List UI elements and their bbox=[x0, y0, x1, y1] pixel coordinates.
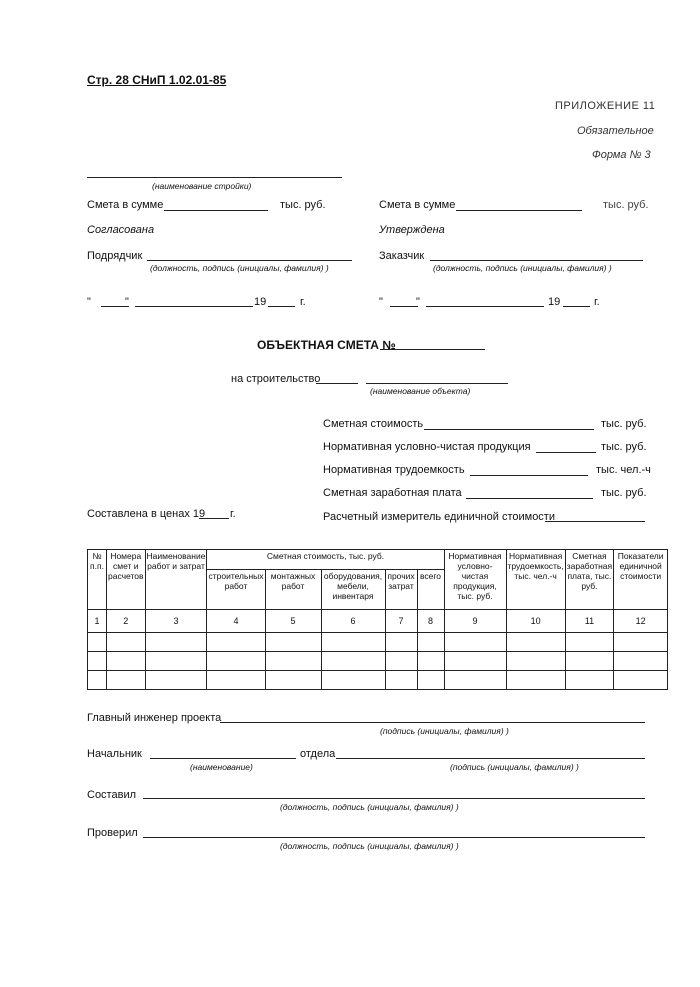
summary-unit-labor: тыс. чел.-ч bbox=[596, 464, 651, 476]
prices-suffix: г. bbox=[230, 508, 236, 520]
appendix-label: ПРИЛОЖЕНИЕ 11 bbox=[555, 100, 656, 112]
form-number: Форма № 3 bbox=[592, 149, 651, 161]
header-work-names: Наименование работ и затрат bbox=[145, 550, 207, 610]
table-cell[interactable] bbox=[417, 652, 444, 671]
summary-field-net-product[interactable] bbox=[536, 452, 596, 453]
table-cell[interactable] bbox=[107, 633, 146, 652]
compiled-caption: (должность, подпись (инициалы, фамилия) ) bbox=[280, 802, 459, 812]
summary-label-unit-cost: Расчетный измеритель единичной стоимости bbox=[323, 511, 555, 523]
header-installation: монтажных работ bbox=[265, 570, 321, 610]
right-date-year-field[interactable] bbox=[563, 306, 590, 307]
table-cell[interactable] bbox=[444, 671, 506, 690]
left-date-month-field[interactable] bbox=[135, 306, 253, 307]
prices-year-field[interactable] bbox=[199, 518, 229, 519]
customer-caption: (должность, подпись (инициалы, фамилия) ) bbox=[433, 263, 612, 273]
right-date-year: 19 bbox=[548, 296, 561, 308]
left-date-year-field[interactable] bbox=[268, 306, 295, 307]
column-number: 1 bbox=[88, 610, 107, 633]
contractor-caption: (должность, подпись (инициалы, фамилия) ) bbox=[150, 263, 329, 273]
summary-label-net-product: Нормативная условно-чистая продукция bbox=[323, 441, 531, 453]
table-cell[interactable] bbox=[506, 671, 565, 690]
column-number: 4 bbox=[207, 610, 265, 633]
table-cell[interactable] bbox=[444, 652, 506, 671]
head-name-caption: (наименование) bbox=[190, 762, 253, 772]
head-dept-label: отдела bbox=[300, 748, 336, 760]
table-row[interactable] bbox=[88, 671, 668, 690]
head-sign-caption: (подпись (инициалы, фамилия) ) bbox=[450, 762, 579, 772]
customer-field[interactable] bbox=[430, 260, 643, 261]
summary-field-wages[interactable] bbox=[466, 498, 593, 499]
column-number: 8 bbox=[417, 610, 444, 633]
right-date-day-field[interactable] bbox=[390, 306, 418, 307]
head-sign-field[interactable] bbox=[336, 758, 645, 759]
head-label: Начальник bbox=[87, 748, 142, 760]
summary-unit-wages: тыс. руб. bbox=[601, 487, 647, 499]
header-construction: строительных работ bbox=[207, 570, 265, 610]
table-cell[interactable] bbox=[88, 652, 107, 671]
header-labor: Нормативная трудоемкость, тыс. чел.-ч bbox=[506, 550, 565, 610]
header-net-product: Нормативная условно-чистая продукция, тыс. руб. bbox=[444, 550, 506, 610]
object-field-a[interactable] bbox=[316, 383, 358, 384]
appendix-status: Обязательное bbox=[577, 125, 654, 137]
table-cell[interactable] bbox=[321, 671, 385, 690]
customer-label: Заказчик bbox=[379, 250, 425, 262]
column-number: 7 bbox=[385, 610, 417, 633]
left-estimate-sum-label: Смета в сумме bbox=[87, 199, 164, 211]
left-date-open-quote: " bbox=[87, 296, 91, 308]
table-cell[interactable] bbox=[207, 671, 265, 690]
estimate-table bbox=[87, 549, 668, 690]
summary-field-cost[interactable] bbox=[424, 429, 594, 430]
prices-label: Составлена в ценах 19 bbox=[87, 508, 206, 520]
table-cell[interactable] bbox=[88, 671, 107, 690]
table-cell[interactable] bbox=[321, 633, 385, 652]
right-date-close-quote: " bbox=[416, 296, 420, 308]
summary-label-labor: Нормативная трудоемкость bbox=[323, 464, 465, 476]
table-cell[interactable] bbox=[145, 652, 207, 671]
checked-field[interactable] bbox=[143, 837, 645, 838]
table-cell[interactable] bbox=[444, 633, 506, 652]
object-caption: (наименование объекта) bbox=[370, 386, 471, 396]
column-number: 11 bbox=[565, 610, 613, 633]
column-number: 2 bbox=[107, 610, 146, 633]
construction-caption: (наименование стройки) bbox=[152, 181, 252, 191]
table-cell[interactable] bbox=[321, 652, 385, 671]
contractor-label: Подрядчик bbox=[87, 250, 143, 262]
table-row[interactable] bbox=[88, 633, 668, 652]
table-cell[interactable] bbox=[506, 652, 565, 671]
left-estimate-sum-unit: тыс. руб. bbox=[280, 199, 326, 211]
estimate-number-field[interactable] bbox=[380, 349, 485, 350]
approved-label: Утверждена bbox=[379, 224, 445, 236]
chief-engineer-field[interactable] bbox=[220, 722, 645, 723]
left-date-year: 19 bbox=[254, 296, 267, 308]
page-header: Стр. 28 СНиП 1.02.01-85 bbox=[87, 73, 227, 87]
table-cell[interactable] bbox=[207, 652, 265, 671]
table-cell[interactable] bbox=[207, 633, 265, 652]
object-field-b[interactable] bbox=[366, 383, 508, 384]
table-cell[interactable] bbox=[614, 652, 668, 671]
right-date-open-quote: " bbox=[379, 296, 383, 308]
checked-caption: (должность, подпись (инициалы, фамилия) ) bbox=[280, 841, 459, 851]
table-cell[interactable] bbox=[145, 671, 207, 690]
table-cell[interactable] bbox=[88, 633, 107, 652]
header-wages: Сметная заработная плата, тыс. руб. bbox=[565, 550, 613, 610]
column-number: 9 bbox=[444, 610, 506, 633]
contractor-field[interactable] bbox=[147, 260, 352, 261]
table-cell[interactable] bbox=[265, 671, 321, 690]
checked-label: Проверил bbox=[87, 827, 138, 839]
right-date-suffix: г. bbox=[594, 296, 600, 308]
left-estimate-sum-field[interactable] bbox=[164, 210, 268, 211]
summary-unit-cost: тыс. руб. bbox=[601, 418, 647, 430]
table-cell[interactable] bbox=[107, 671, 146, 690]
column-number: 5 bbox=[265, 610, 321, 633]
header-cost-group: Сметная стоимость, тыс. руб. bbox=[207, 550, 444, 570]
head-dept-name-field[interactable] bbox=[150, 758, 296, 759]
header-other: прочих затрат bbox=[385, 570, 417, 610]
summary-field-unit-cost[interactable] bbox=[545, 521, 645, 522]
table-cell[interactable] bbox=[385, 633, 417, 652]
header-equipment: оборудования, мебели, инвентаря bbox=[321, 570, 385, 610]
construction-name-line[interactable] bbox=[87, 177, 342, 178]
column-number: 6 bbox=[321, 610, 385, 633]
compiled-label: Составил bbox=[87, 789, 137, 801]
column-number: 12 bbox=[614, 610, 668, 633]
doc-title: ОБЪЕКТНАЯ СМЕТА № bbox=[257, 338, 396, 352]
table-cell[interactable] bbox=[614, 671, 668, 690]
summary-label-cost: Сметная стоимость bbox=[323, 418, 424, 430]
table-cell[interactable] bbox=[145, 633, 207, 652]
summary-field-labor[interactable] bbox=[470, 475, 588, 476]
column-number: 3 bbox=[145, 610, 207, 633]
agreed-label: Согласована bbox=[87, 224, 155, 236]
header-total: всего bbox=[417, 570, 444, 610]
right-estimate-sum-label: Смета в сумме bbox=[379, 199, 456, 211]
right-estimate-sum-field[interactable] bbox=[456, 210, 582, 211]
table-row[interactable] bbox=[88, 652, 668, 671]
object-label: на строительство bbox=[231, 373, 321, 385]
table-cell[interactable] bbox=[385, 671, 417, 690]
chief-engineer-label: Главный инженер проекта bbox=[87, 712, 222, 724]
compiled-field[interactable] bbox=[143, 798, 645, 799]
left-date-close-quote: " bbox=[125, 296, 129, 308]
chief-engineer-caption: (подпись (инициалы, фамилия) ) bbox=[380, 726, 509, 736]
table-cell[interactable] bbox=[107, 652, 146, 671]
column-number: 10 bbox=[506, 610, 565, 633]
left-date-suffix: г. bbox=[300, 296, 306, 308]
table-cell[interactable] bbox=[565, 652, 613, 671]
header-unit-cost: Показатели единичной стоимости bbox=[614, 550, 668, 610]
table-cell[interactable] bbox=[506, 633, 565, 652]
summary-label-wages: Сметная заработная плата bbox=[323, 487, 462, 499]
table-cell[interactable] bbox=[565, 633, 613, 652]
table-cell[interactable] bbox=[417, 633, 444, 652]
table-cell[interactable] bbox=[417, 671, 444, 690]
table-cell[interactable] bbox=[265, 652, 321, 671]
header-num: № п.п. bbox=[88, 550, 107, 610]
table-cell[interactable] bbox=[385, 652, 417, 671]
table-cell[interactable] bbox=[265, 633, 321, 652]
right-date-month-field[interactable] bbox=[426, 306, 544, 307]
right-estimate-sum-unit: тыс. руб. bbox=[603, 199, 649, 211]
summary-unit-net-product: тыс. руб. bbox=[601, 441, 647, 453]
table-cell[interactable] bbox=[565, 671, 613, 690]
table-cell[interactable] bbox=[614, 633, 668, 652]
header-calc-numbers: Номера смет и расчетов bbox=[107, 550, 146, 610]
